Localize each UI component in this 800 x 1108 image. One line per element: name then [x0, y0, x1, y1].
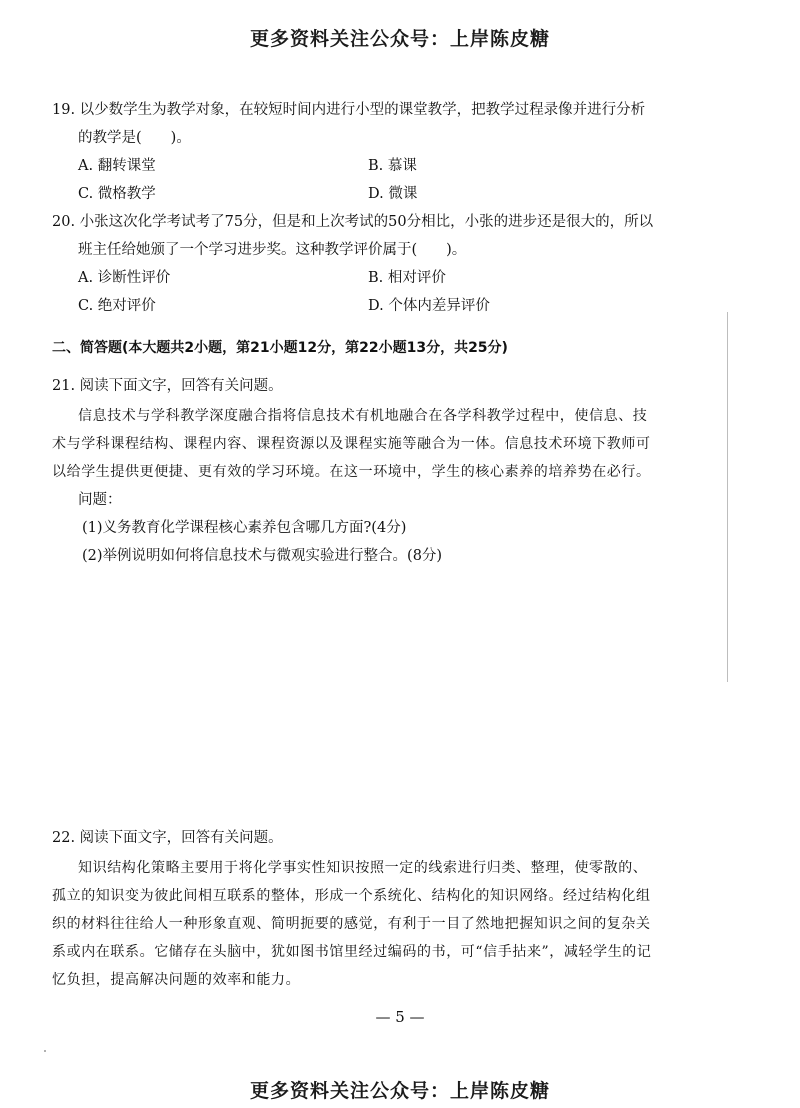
- header-banner: 更多资料关注公众号：上岸陈皮糖: [249, 28, 550, 50]
- q20-line1: 20. 小张这次化学考试考了75分，但是和上次考试的50分相比，小张的进步还是很大的，所以: [52, 214, 654, 230]
- q22-stem: 22. 阅读下面文字，回答有关问题。: [52, 830, 283, 846]
- q20-option-c: C. 绝对评价: [78, 298, 156, 314]
- q19-option-d: D. 微课: [368, 186, 418, 202]
- scan-speck: [44, 1050, 46, 1052]
- q22-para-line5: 忆负担，提高解决问题的效率和能力。: [52, 972, 301, 988]
- q22-para-line1: 知识结构化策略主要用于将化学事实性知识按照一定的线索进行归类、整理，使零散的、: [78, 860, 648, 876]
- q22-para-line4: 系或内在联系。它储存在头脑中，犹如图书馆里经过编码的书，可“信手拈来”，减轻学生的记: [52, 944, 652, 960]
- footer-banner: 更多资料关注公众号：上岸陈皮糖: [249, 1080, 550, 1102]
- q21-sub2: (2)举例说明如何将信息技术与微观实验进行整合。(8分): [82, 548, 443, 564]
- q22-para-line3: 织的材料往往给人一种形象直观、简明扼要的感觉，有利于一目了然地把握知识之间的复杂关: [52, 916, 651, 932]
- q21-sub1: (1)义务教育化学课程核心素养包含哪几方面?(4分): [82, 520, 407, 536]
- q21-stem: 21. 阅读下面文字，回答有关问题。: [52, 378, 283, 394]
- section-heading: 二、简答题(本大题共2小题，第21小题12分，第22小题13分，共25分): [52, 340, 508, 356]
- q21-question-label: 问题：: [78, 492, 122, 508]
- q20-option-d: D. 个体内差异评价: [368, 298, 490, 314]
- q21-para-line3: 以给学生提供更便捷、更有效的学习环境。在这一环境中，学生的核心素养的培养势在必行。: [52, 464, 651, 480]
- q19-option-a: A. 翻转课堂: [78, 158, 156, 174]
- q21-para-line2: 术与学科课程结构、课程内容、课程资源以及课程实施等融合为一体。信息技术环境下教师可: [52, 436, 651, 452]
- q19-option-c: C. 微格教学: [78, 186, 156, 202]
- q20-option-a: A. 诊断性评价: [78, 270, 171, 286]
- q21-para-line1: 信息技术与学科教学深度融合指将信息技术有机地融合在各学科教学过程中，使信息、技: [78, 408, 648, 424]
- q20-option-b: B. 相对评价: [368, 270, 446, 286]
- q19-option-b: B. 慕课: [368, 158, 417, 174]
- q19-line1: 19. 以少数学生为教学对象，在较短时间内进行小型的课堂教学，把教学过程录像并进行分析: [52, 102, 646, 118]
- scan-edge-line: [727, 312, 728, 682]
- q20-line2: 班主任给她颁了一个学习进步奖。这种教学评价属于( )。: [78, 242, 467, 258]
- q19-line2: 的教学是( )。: [78, 130, 191, 146]
- q22-para-line2: 孤立的知识变为彼此间相互联系的整体，形成一个系统化、结构化的知识网络。经过结构化组: [52, 888, 651, 904]
- page-number: — 5 —: [375, 1008, 425, 1026]
